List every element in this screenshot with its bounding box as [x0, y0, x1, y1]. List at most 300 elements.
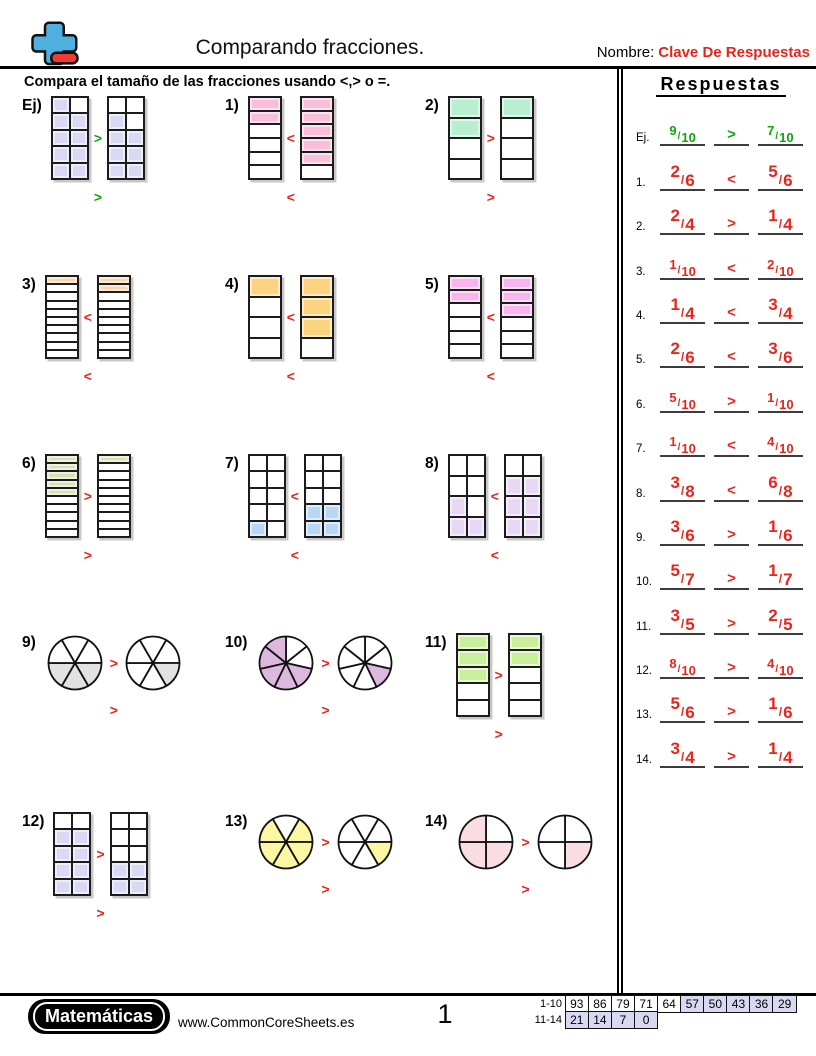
- grid-cell: [126, 97, 144, 113]
- denominator: 10: [779, 396, 794, 412]
- grid-cell: [249, 504, 267, 520]
- denominator: 10: [779, 130, 794, 146]
- fraction-right: [768, 694, 793, 723]
- grid-cell: [98, 284, 130, 292]
- grid-cell: [98, 512, 130, 520]
- grid-cell: [52, 130, 70, 146]
- grid-cell: [54, 862, 72, 878]
- grid-cell: [457, 667, 489, 683]
- fraction-grid: [304, 454, 342, 538]
- answer-symbol-blank: [714, 468, 749, 502]
- numerator: 4: [767, 434, 775, 450]
- fraction-left: [669, 389, 696, 412]
- grid-cell: [54, 879, 72, 895]
- brand-badge: [28, 999, 170, 1034]
- grid-cell: [449, 276, 481, 290]
- grid-cell: [523, 476, 541, 497]
- fraction-slash: /: [680, 483, 685, 498]
- grid-cell: [249, 276, 281, 297]
- numerator: 5: [670, 561, 680, 581]
- below-comparison-symbol: <: [286, 368, 295, 384]
- answer-row: [630, 235, 812, 279]
- fraction-left: [669, 256, 696, 279]
- fraction-right: [768, 516, 793, 545]
- fraction-right: [768, 206, 793, 235]
- grid-cell: [46, 480, 78, 488]
- mid-comparison-symbol: >: [96, 846, 105, 862]
- answer-right-blank: [758, 112, 803, 146]
- grid-cell: [129, 829, 147, 845]
- grid-cell: [301, 297, 333, 318]
- score-cell: 36: [749, 995, 774, 1013]
- grid-cell: [305, 504, 323, 520]
- fraction-circle: [256, 812, 316, 872]
- fraction-right: [767, 656, 794, 679]
- grid-cell: [323, 471, 341, 487]
- answer-left-blank: [660, 290, 705, 324]
- grid-cell: [98, 455, 130, 463]
- answer-number: 10.: [636, 576, 652, 589]
- answer-left-blank: [660, 512, 705, 546]
- mid-comparison-symbol: <: [286, 130, 295, 146]
- comparison-symbol: >: [727, 525, 736, 543]
- mid-comparison-symbol: >: [486, 130, 495, 146]
- answer-left-blank: [660, 334, 705, 368]
- fraction-right: [768, 738, 793, 767]
- answer-symbol-blank: [714, 689, 749, 723]
- grid-cell: [98, 463, 130, 471]
- below-comparison-symbol: >: [96, 905, 105, 921]
- answer-left-blank: [660, 246, 705, 280]
- grid-cell: [111, 829, 129, 845]
- denominator: 4: [685, 747, 695, 767]
- problem-14: [425, 812, 618, 991]
- numerator: 8: [669, 656, 677, 672]
- denominator: 10: [681, 263, 696, 279]
- grid-cell: [467, 496, 485, 517]
- grid-cell: [457, 650, 489, 666]
- grid-cell: [72, 862, 90, 878]
- grid-cell: [449, 138, 481, 159]
- fraction-grid: [110, 812, 148, 896]
- problem-label: 11): [425, 634, 447, 651]
- score-cell: 14: [588, 1011, 613, 1029]
- grid-cell: [46, 325, 78, 333]
- fraction-right: [767, 123, 794, 146]
- grid-cell: [249, 455, 267, 471]
- score-row-label: 1-10: [539, 997, 562, 1010]
- fraction-grid: [97, 454, 131, 538]
- grid-cell: [323, 504, 341, 520]
- fraction-slash: /: [775, 664, 779, 676]
- score-row: [528, 1011, 797, 1029]
- comparison-symbol: >: [727, 747, 736, 765]
- fraction-right: [768, 605, 793, 634]
- grid-cell: [54, 813, 72, 829]
- fraction-slash: /: [677, 664, 681, 676]
- answer-left-blank: [660, 157, 705, 191]
- answer-right-blank: [758, 157, 803, 191]
- grid-cell: [249, 152, 281, 166]
- denominator: 4: [783, 215, 793, 235]
- fraction-grid: [248, 275, 282, 359]
- grid-cell: [70, 163, 88, 179]
- score-cell: 43: [726, 995, 751, 1013]
- grid-cell: [267, 471, 285, 487]
- grid-cell: [267, 455, 285, 471]
- name-row: [597, 44, 810, 61]
- grid-cell: [108, 146, 126, 162]
- grid-cell: [301, 111, 333, 125]
- numerator: 4: [767, 656, 775, 672]
- answer-row: [630, 324, 812, 368]
- below-comparison-symbol: >: [321, 881, 330, 897]
- problem-7: [225, 454, 425, 633]
- answer-row: [630, 457, 812, 501]
- grid-cell: [449, 496, 467, 517]
- numerator: 5: [669, 389, 677, 405]
- answer-row: [630, 679, 812, 723]
- comparison-symbol: <: [727, 437, 736, 455]
- mid-comparison-symbol: >: [93, 130, 102, 146]
- comparison-symbol: <: [727, 259, 736, 277]
- grid-cell: [467, 476, 485, 497]
- numerator: 1: [768, 694, 778, 714]
- denominator: 10: [681, 441, 696, 457]
- fraction-right: [767, 434, 794, 457]
- problem-3: [22, 275, 225, 454]
- fraction-grid: [500, 96, 534, 180]
- numerator: 1: [669, 256, 677, 272]
- answer-number: 4.: [636, 309, 646, 322]
- answer-right-blank: [758, 246, 803, 280]
- fraction-slash: /: [778, 705, 783, 720]
- grid-cell: [301, 138, 333, 152]
- comparison-symbol: <: [727, 170, 736, 188]
- denominator: 6: [685, 703, 695, 723]
- grid-cell: [249, 165, 281, 179]
- denominator: 4: [685, 215, 695, 235]
- answer-symbol-blank: [714, 334, 749, 368]
- answer-symbol-blank: [714, 645, 749, 679]
- website-url: www.CommonCoreSheets.es: [178, 1015, 355, 1030]
- denominator: 6: [783, 525, 793, 545]
- fraction-slash: /: [680, 527, 685, 542]
- grid-cell: [126, 113, 144, 129]
- grid-cell: [98, 488, 130, 496]
- numerator: 1: [768, 516, 778, 536]
- problem-5: [425, 275, 618, 454]
- answer-number: 11.: [636, 620, 652, 633]
- grid-cell: [111, 813, 129, 829]
- numerator: 1: [768, 738, 778, 758]
- fraction-circle: [45, 633, 105, 693]
- fraction-slash: /: [680, 749, 685, 764]
- score-table: [528, 995, 797, 1029]
- grid-cell: [449, 517, 467, 538]
- denominator: 6: [685, 170, 695, 190]
- grid-cell: [108, 130, 126, 146]
- grid-cell: [449, 303, 481, 317]
- numerator: 2: [670, 339, 680, 359]
- grid-cell: [305, 455, 323, 471]
- grid-cell: [501, 344, 533, 358]
- circle-sector: [486, 842, 513, 869]
- below-comparison-symbol: >: [83, 547, 92, 563]
- grid-cell: [301, 97, 333, 111]
- circle-sector: [538, 842, 565, 869]
- grid-cell: [46, 463, 78, 471]
- answers-divider: [617, 69, 623, 993]
- grid-cell: [98, 342, 130, 350]
- fraction-left: [669, 123, 696, 146]
- fraction-left: [669, 656, 696, 679]
- below-comparison-symbol: >: [486, 189, 495, 205]
- answers-column: [630, 74, 812, 768]
- score-cell: 29: [772, 995, 797, 1013]
- grid-cell: [126, 163, 144, 179]
- grid-cell: [449, 344, 481, 358]
- mid-comparison-symbol: >: [521, 834, 530, 850]
- grid-cell: [126, 130, 144, 146]
- fraction-grid: [97, 275, 131, 359]
- problem-11: [425, 633, 618, 812]
- grid-cell: [72, 829, 90, 845]
- grid-cell: [267, 488, 285, 504]
- grid-cell: [323, 488, 341, 504]
- grid-cell: [249, 297, 281, 318]
- grid-cell: [509, 650, 541, 666]
- problem-13: [225, 812, 425, 991]
- fraction-right: [768, 294, 793, 323]
- answer-right-blank: [758, 334, 803, 368]
- denominator: 10: [681, 130, 696, 146]
- answer-right-blank: [758, 423, 803, 457]
- fraction-slash: /: [677, 264, 681, 276]
- fraction-slash: /: [680, 572, 685, 587]
- grid-cell: [501, 138, 533, 159]
- problem-label: 6): [22, 455, 36, 472]
- answers-list: [630, 102, 812, 768]
- answers-heading: Respuestas: [630, 74, 812, 95]
- grid-cell: [108, 97, 126, 113]
- mid-comparison-symbol: <: [83, 309, 92, 325]
- grid-cell: [129, 813, 147, 829]
- score-row: [528, 995, 797, 1013]
- fraction-left: [670, 161, 695, 190]
- answer-symbol-blank: [714, 423, 749, 457]
- problem-label: 1): [225, 97, 239, 114]
- numerator: 3: [670, 516, 680, 536]
- fraction-slash: /: [680, 350, 685, 365]
- answer-symbol-blank: [714, 157, 749, 191]
- page-number: 1: [437, 999, 453, 1029]
- fraction-left: [669, 434, 696, 457]
- answer-number: 12.: [636, 665, 652, 678]
- grid-cell: [46, 342, 78, 350]
- numerator: 3: [670, 605, 680, 625]
- grid-cell: [98, 292, 130, 300]
- answer-right-blank: [758, 601, 803, 635]
- answer-row: [630, 723, 812, 767]
- fraction-circle: [335, 812, 395, 872]
- answer-left-blank: [660, 423, 705, 457]
- fraction-slash: /: [677, 131, 681, 143]
- answer-left-blank: [660, 689, 705, 723]
- below-comparison-symbol: <: [490, 547, 499, 563]
- fraction-grid: [248, 454, 286, 538]
- mid-comparison-symbol: >: [83, 488, 92, 504]
- denominator: 6: [783, 348, 793, 368]
- circle-sector: [565, 842, 592, 869]
- grid-cell: [449, 118, 481, 139]
- problem-label: 13): [225, 813, 248, 830]
- denominator: 6: [783, 703, 793, 723]
- grid-cell: [46, 317, 78, 325]
- fraction-grid: [53, 812, 91, 896]
- below-comparison-symbol: >: [109, 702, 118, 718]
- fraction-slash: /: [775, 264, 779, 276]
- fraction-slash: /: [677, 442, 681, 454]
- fraction-left: [670, 472, 695, 501]
- grid-cell: [46, 504, 78, 512]
- grid-cell: [46, 292, 78, 300]
- score-cell: 57: [680, 995, 705, 1013]
- denominator: 4: [783, 303, 793, 323]
- comparison-symbol: >: [727, 703, 736, 721]
- problem-label: 2): [425, 97, 439, 114]
- denominator: 6: [685, 348, 695, 368]
- score-cell: 86: [588, 995, 613, 1013]
- fraction-slash: /: [677, 397, 681, 409]
- grid-cell: [501, 303, 533, 317]
- grid-cell: [249, 97, 281, 111]
- fraction-slash: /: [778, 527, 783, 542]
- grid-cell: [98, 325, 130, 333]
- grid-cell: [501, 276, 533, 290]
- grid-cell: [126, 146, 144, 162]
- brand-label: Matemáticas: [33, 1002, 165, 1031]
- score-cell: 7: [611, 1011, 636, 1029]
- answer-right-blank: [758, 512, 803, 546]
- numerator: 7: [767, 123, 775, 139]
- grid-cell: [301, 165, 333, 179]
- fraction-circle: [535, 812, 595, 872]
- fraction-left: [670, 206, 695, 235]
- denominator: 7: [685, 570, 695, 590]
- denominator: 7: [783, 570, 793, 590]
- below-comparison-symbol: >: [93, 189, 102, 205]
- numerator: 2: [767, 256, 775, 272]
- answer-number: 1.: [636, 176, 646, 189]
- mid-comparison-symbol: >: [494, 667, 503, 683]
- denominator: 10: [779, 663, 794, 679]
- circle-sector: [486, 816, 513, 843]
- grid-cell: [108, 163, 126, 179]
- answer-left-blank: [660, 112, 705, 146]
- denominator: 10: [779, 263, 794, 279]
- score-cell: 71: [634, 995, 659, 1013]
- fraction-slash: /: [680, 305, 685, 320]
- comparison-symbol: >: [727, 614, 736, 632]
- problem-label: 7): [225, 455, 239, 472]
- grid-cell: [46, 309, 78, 317]
- below-comparison-symbol: <: [486, 368, 495, 384]
- problem-6: [22, 454, 225, 633]
- denominator: 10: [779, 441, 794, 457]
- answer-left-blank: [660, 468, 705, 502]
- below-comparison-symbol: <: [83, 368, 92, 384]
- fraction-slash: /: [778, 749, 783, 764]
- answer-right-blank: [758, 468, 803, 502]
- answer-left-blank: [660, 379, 705, 413]
- grid-cell: [249, 488, 267, 504]
- circle-sector: [460, 842, 487, 869]
- fraction-slash: /: [778, 572, 783, 587]
- fraction-grid: [448, 275, 482, 359]
- name-label: Nombre:: [596, 44, 655, 61]
- grid-cell: [249, 317, 281, 338]
- grid-cell: [467, 517, 485, 538]
- denominator: 8: [783, 481, 793, 501]
- circle-sector: [538, 816, 565, 843]
- problem-8: [425, 454, 618, 633]
- fraction-slash: /: [778, 305, 783, 320]
- answer-number: 8.: [636, 487, 646, 500]
- fraction-circle: [335, 633, 395, 693]
- grid-cell: [249, 138, 281, 152]
- answer-symbol-blank: [714, 246, 749, 280]
- denominator: 8: [685, 481, 695, 501]
- fraction-left: [670, 738, 695, 767]
- grid-cell: [505, 496, 523, 517]
- denominator: 5: [783, 614, 793, 634]
- circle-sector: [565, 816, 592, 843]
- fraction-slash: /: [775, 131, 779, 143]
- fraction-slash: /: [778, 217, 783, 232]
- answer-number: 7.: [636, 443, 646, 456]
- grid-cell: [98, 301, 130, 309]
- answer-symbol-blank: [714, 601, 749, 635]
- grid-cell: [301, 124, 333, 138]
- grid-cell: [467, 455, 485, 476]
- grid-cell: [249, 521, 267, 537]
- mid-comparison-symbol: >: [321, 834, 330, 850]
- denominator: 10: [681, 663, 696, 679]
- grid-cell: [70, 97, 88, 113]
- mid-comparison-symbol: <: [286, 309, 295, 325]
- fraction-slash: /: [680, 616, 685, 631]
- fraction-grid: [300, 96, 334, 180]
- numerator: 5: [670, 694, 680, 714]
- problems-area: [22, 96, 618, 991]
- answer-row: [630, 590, 812, 634]
- mid-comparison-symbol: <: [486, 309, 495, 325]
- problem-ej: [22, 96, 225, 275]
- grid-cell: [505, 517, 523, 538]
- answer-number: 6.: [636, 398, 646, 411]
- score-cell: 64: [657, 995, 682, 1013]
- grid-cell: [111, 846, 129, 862]
- problem-12: [22, 812, 225, 991]
- answer-left-blank: [660, 601, 705, 635]
- mid-comparison-symbol: >: [109, 655, 118, 671]
- grid-cell: [501, 97, 533, 118]
- grid-cell: [98, 504, 130, 512]
- fraction-circle: [256, 633, 316, 693]
- below-comparison-symbol: <: [290, 547, 299, 563]
- fraction-slash: /: [778, 172, 783, 187]
